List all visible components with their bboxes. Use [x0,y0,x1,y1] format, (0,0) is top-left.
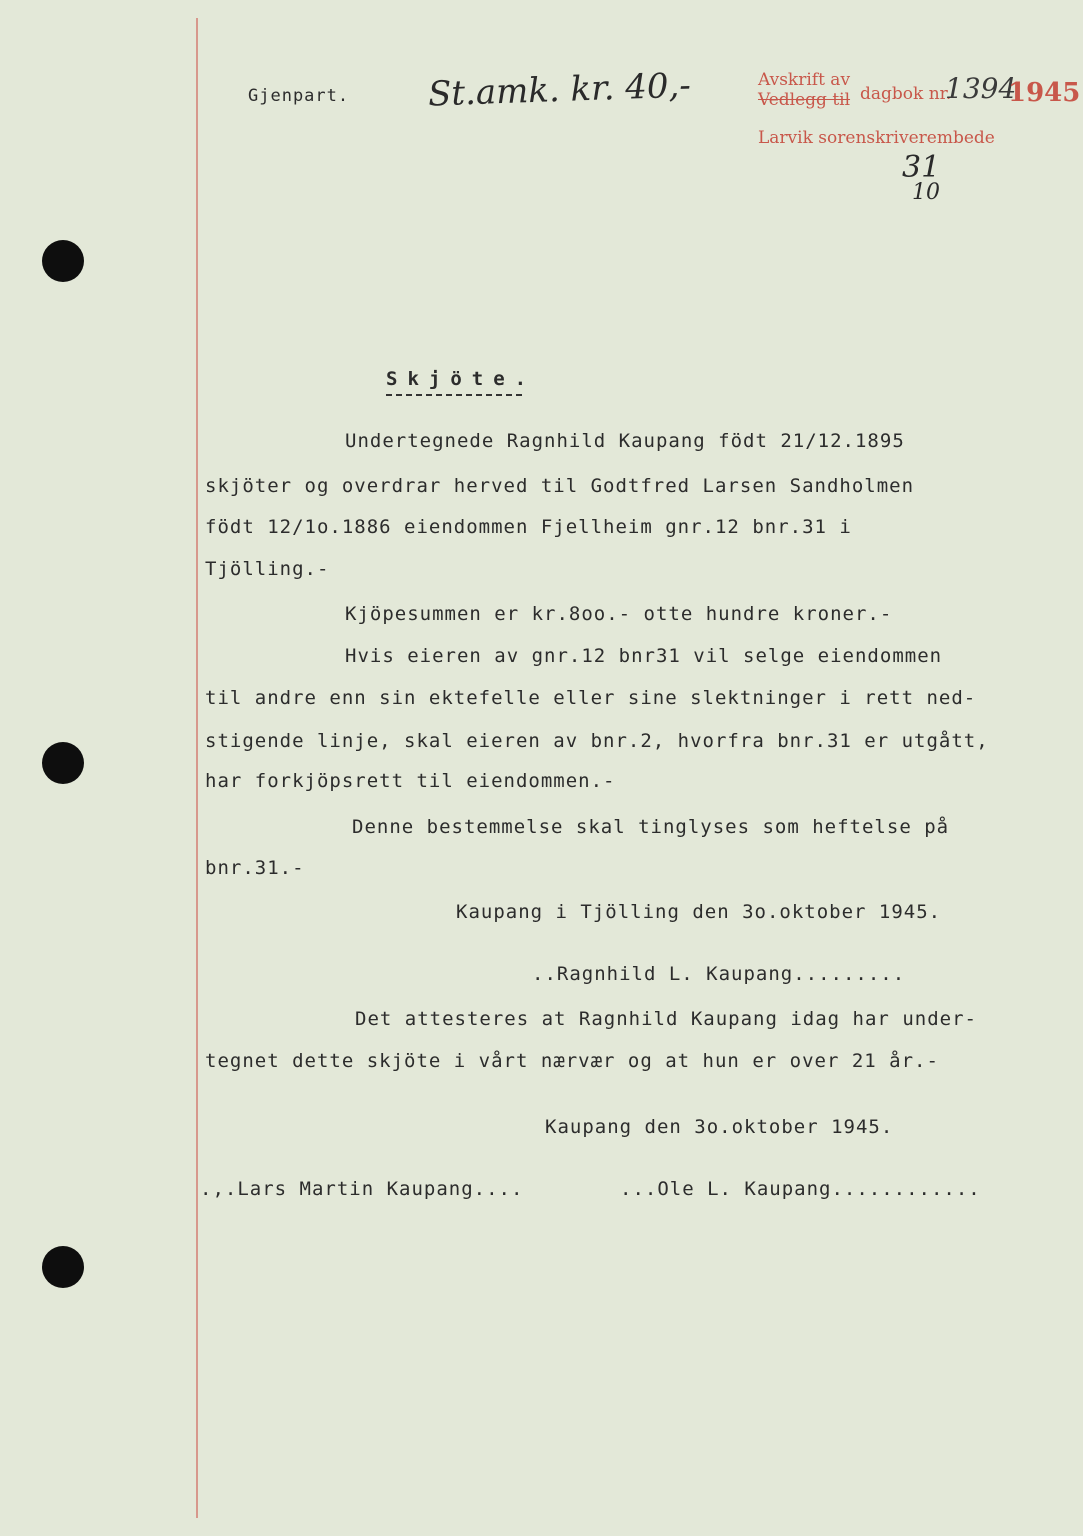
margin-line [196,18,198,1518]
place-date-line: Kaupang i Tjölling den 3o.oktober 1945. [456,901,942,923]
attestation-line: Det attesteres at Ragnhild Kaupang idag har under- [355,1008,977,1030]
attestation-line: tegnet dette skjöte i vårt nærvær og at hun er over 21 år.- [205,1050,939,1072]
stamp-year: 1945 [1008,78,1081,108]
witness-signature: .,.Lars Martin Kaupang.... [200,1178,524,1200]
body-line: stigende linje, skal eieren av bnr.2, hvorfra bnr.31 er utgått, [205,730,989,752]
body-line: Denne bestemmelse skal tinglyses som heftelse på [352,816,950,838]
stamp-fee-handwritten: St.amk. kr. 40,- [427,65,692,115]
title-underline [386,394,522,396]
punch-hole [42,742,84,784]
body-line: skjöter og overdrar herved til Godtfred Larsen Sandholmen [205,475,915,497]
body-line: bnr.31.- [205,857,305,879]
witness-signature: ...Ole L. Kaupang............ [620,1178,981,1200]
body-line: Hvis eieren av gnr.12 bnr31 vil selge eiendommen [345,645,943,667]
stamp-office: Larvik sorenskriverembede [758,128,995,148]
body-line: har forkjöpsrett til eiendommen.- [205,770,616,792]
body-line: Undertegnede Ragnhild Kaupang födt 21/12.1895 [345,430,905,452]
body-line: til andre enn sin ektefelle eller sine slektninger i rett ned- [205,687,977,709]
date-month-handwritten: 10 [912,180,940,205]
date-day-handwritten: 31 [902,150,941,185]
place-date-line: Kaupang den 3o.oktober 1945. [545,1116,894,1138]
punch-hole [42,1246,84,1288]
stamp-dagbok-nr: dagbok nr. [860,84,952,104]
signature-line: ..Ragnhild L. Kaupang......... [532,963,906,985]
gjenpart-label: Gjenpart. [248,86,350,106]
stamp-avskrift-av: Avskrift av [758,70,851,90]
body-line: födt 12/1o.1886 eiendommen Fjellheim gnr.12 bnr.31 i [205,516,852,538]
stamp-vedlegg-til: Vedlegg til [758,90,851,110]
body-line: Kjöpesummen er kr.8oo.- otte hundre kroner.- [345,603,893,625]
dagbok-number: 1394 [945,72,1017,105]
punch-hole [42,240,84,282]
document-title: Skjöte. [386,368,537,390]
body-line: Tjölling.- [205,558,330,580]
